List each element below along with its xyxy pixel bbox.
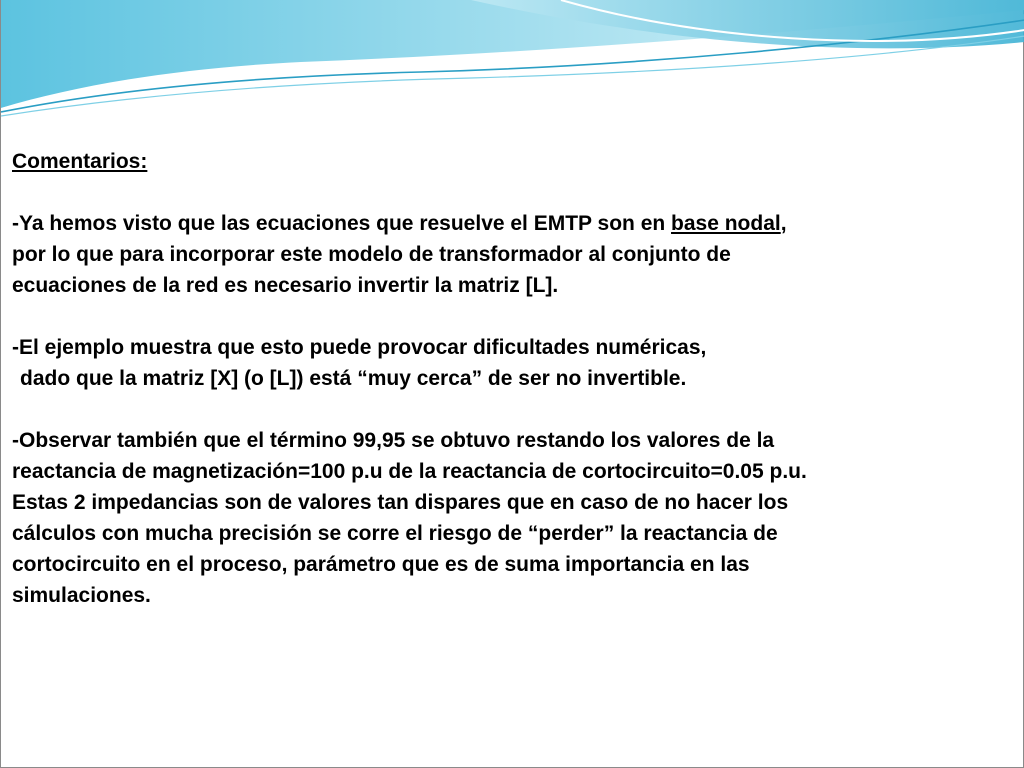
slide-body (12, 146, 1012, 611)
paragraph-reactance-observation: -Observar también que el término 99,95 se obtuvo restando los valores de la reactancia de magnetización=100 p.u de la reactancia de cortocircuito=0.05 p.u. Estas 2 impedancias son de valores tan dispares que en caso de no hacer los cálculos con mucha precisión se corre el riesgo de “perder” la reactancia de cortocircuito en el proceso, parámetro que es de suma importancia en las simulaciones. (12, 429, 807, 607)
comments-heading: Comentarios: (12, 150, 148, 173)
paragraph-emtp-nodal: -Ya hemos visto que las ecuaciones que resuelve el EMTP son en base nodal, por lo que para incorporar este modelo de transformador al conjunto de ecuaciones de la red es necesario invertir la matriz [L]. (12, 212, 787, 297)
paragraph-numerical-difficulties: -El ejemplo muestra que esto puede provocar dificultades numéricas, dado que la matriz [X] (o [L]) está “muy cerca” de ser no invertible. (12, 336, 707, 390)
underlined-term-base-nodal: base nodal (671, 212, 781, 235)
wave-header-decoration (1, 0, 1024, 120)
